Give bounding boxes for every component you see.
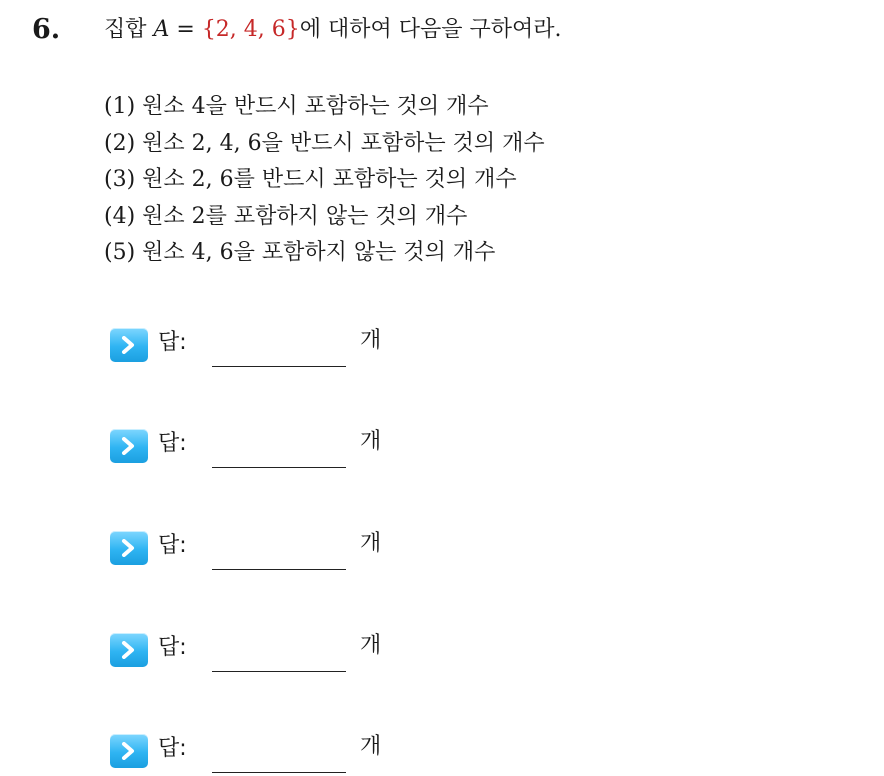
answer-label: 답: [158, 635, 187, 660]
answer-unit: 개 [360, 429, 382, 454]
sub-question-list [104, 89, 545, 272]
answer-row-4 [110, 629, 430, 673]
chevron-right-icon [110, 429, 148, 463]
answer-input-5[interactable] [212, 772, 346, 773]
answer-row-1 [110, 324, 430, 368]
answer-input-3[interactable] [212, 569, 346, 570]
stem-suffix: 에 대하여 다음을 구하여라. [299, 17, 562, 42]
answer-unit: 개 [360, 633, 382, 658]
sub-question-2: (2) 원소 2, 4, 6을 반드시 포함하는 것의 개수 [104, 130, 545, 156]
problem-stem [104, 12, 562, 48]
answer-label: 답: [158, 330, 187, 355]
answer-input-4[interactable] [212, 671, 346, 672]
sub-question-1: (1) 원소 4을 반드시 포함하는 것의 개수 [104, 94, 489, 119]
stem-equals: = [169, 17, 202, 42]
sub-question-3: (3) 원소 2, 6를 반드시 포함하는 것의 개수 [104, 167, 517, 192]
problem-number: 6. [32, 14, 61, 45]
stem-prefix: 집합 [104, 17, 154, 42]
sub-question-5: (5) 원소 4, 6을 포함하지 않는 것의 개수 [104, 240, 496, 265]
answer-row-2 [110, 425, 430, 469]
answer-unit: 개 [360, 328, 382, 353]
answer-unit: 개 [360, 531, 382, 556]
chevron-right-icon [110, 328, 148, 362]
answer-label: 답: [158, 533, 187, 558]
set-name: A [153, 17, 170, 42]
answer-unit: 개 [360, 734, 382, 759]
answer-row-5 [110, 730, 430, 774]
answer-label: 답: [158, 736, 187, 761]
answer-label: 답: [158, 431, 187, 456]
chevron-right-icon [110, 734, 148, 768]
chevron-right-icon [110, 531, 148, 565]
set-value: {2, 4, 6} [201, 17, 300, 42]
answer-input-2[interactable] [212, 467, 346, 468]
chevron-right-icon [110, 633, 148, 667]
answer-row-3 [110, 527, 430, 571]
answer-input-1[interactable] [212, 366, 346, 367]
sub-question-4: (4) 원소 2를 포함하지 않는 것의 개수 [104, 203, 468, 229]
